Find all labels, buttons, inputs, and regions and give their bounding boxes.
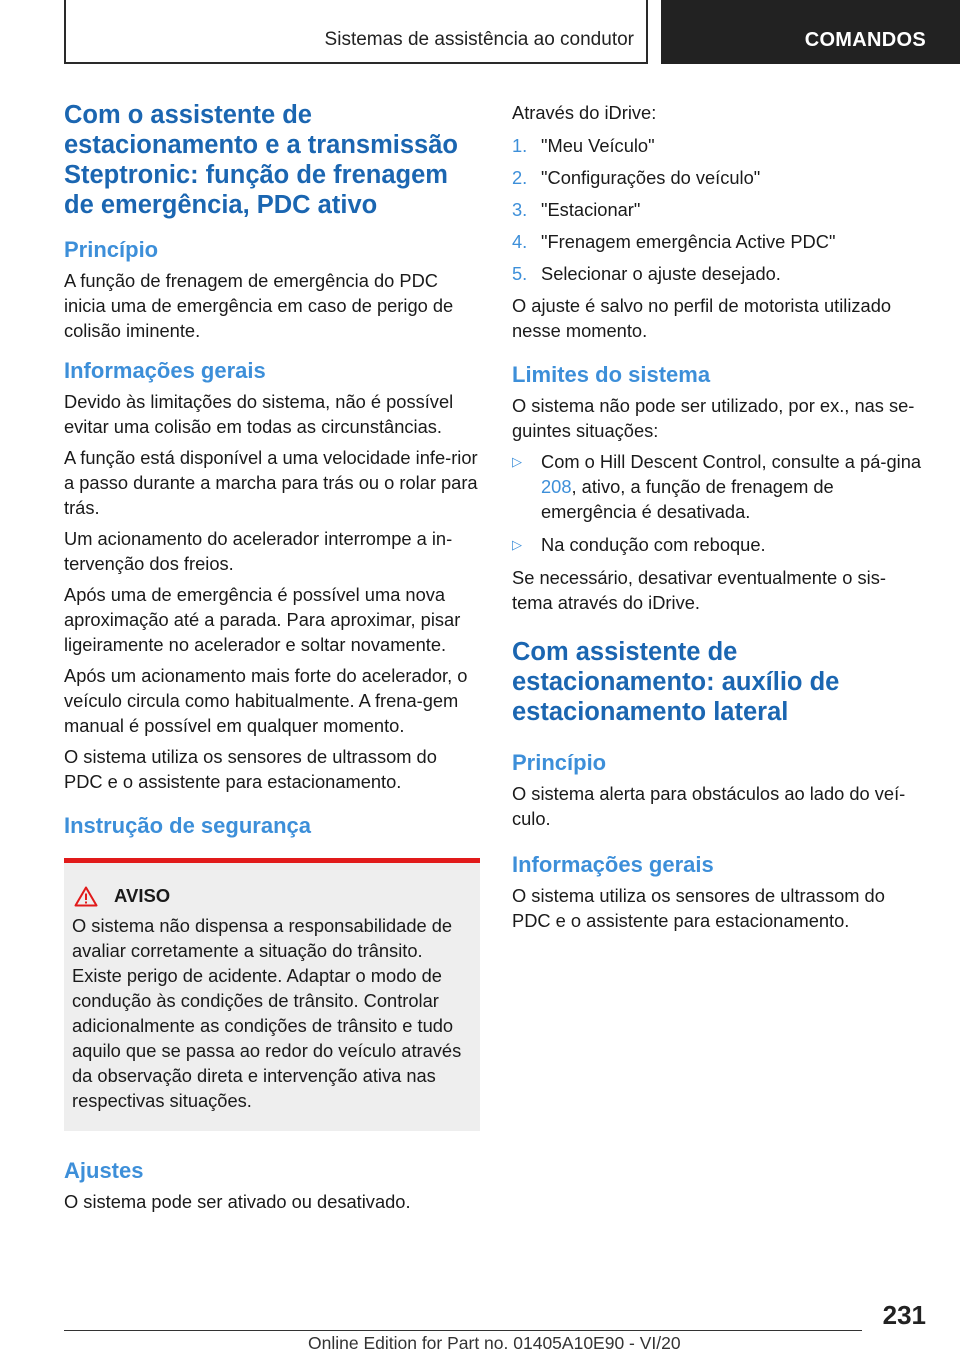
footer-edition: Online Edition for Part no. 01405A10E90 - VI/20 bbox=[308, 1333, 681, 1353]
general-paragraph: Após uma de emergência é possível uma nova aproximação até a parada. Para aproximar, pisar ligeiramente no acelerador e soltar novamente. bbox=[64, 584, 461, 655]
idrive-intro: Através do iDrive: bbox=[512, 102, 657, 123]
list-item bbox=[512, 449, 926, 524]
list-item bbox=[512, 165, 926, 190]
header-section-box bbox=[64, 0, 648, 64]
section-title-2: Com assistente de estacionamento: auxílio de estacionamento lateral bbox=[512, 638, 840, 726]
safety-heading: Instrução de segurança bbox=[64, 813, 311, 838]
page-reference-link[interactable]: 208 bbox=[541, 476, 572, 497]
limits-heading: Limites do sistema bbox=[512, 362, 711, 387]
section-title: Com o assistente de estacionamento e a transmissão Steptronic: função de frenagem de emergência, PDC ativo bbox=[64, 101, 458, 219]
warning-title: AVISO bbox=[114, 885, 171, 906]
principle-text: A função de frenagem de emergência do PDC inicia uma de emergência em caso de perigo de colisão iminente. bbox=[64, 270, 454, 341]
step-number: 5. bbox=[512, 263, 528, 284]
general-paragraph: O sistema utiliza os sensores de ultrassom do PDC e o assistente para estacionamento. bbox=[64, 746, 437, 792]
saved-text: O ajuste é salvo no perfil de motorista utilizado nesse momento. bbox=[512, 295, 892, 341]
general-paragraph: A função está disponível a uma velocidade infe-rior a passo durante a marcha para trás ou o rolar para trás. bbox=[64, 447, 478, 518]
step-text: "Frenagem emergência Active PDC" bbox=[541, 231, 836, 252]
limits-list bbox=[512, 449, 926, 557]
idrive-steps bbox=[512, 133, 926, 286]
list-item bbox=[512, 229, 926, 254]
list-item bbox=[512, 532, 926, 557]
right-column bbox=[512, 100, 926, 939]
warning-header bbox=[72, 885, 472, 907]
step-number: 1. bbox=[512, 135, 528, 156]
principle-heading-2: Princípio bbox=[512, 750, 607, 775]
general-paragraph: Devido às limitações do sistema, não é possível evitar uma colisão em todas as circunstâncias. bbox=[64, 391, 454, 437]
principle-heading: Princípio bbox=[64, 237, 159, 262]
list-item bbox=[512, 261, 926, 286]
list-item bbox=[512, 197, 926, 222]
page-number: 231 bbox=[882, 1300, 926, 1330]
bullet-triangle-icon: ▷ bbox=[512, 454, 522, 469]
general-paragraph: Um acionamento do acelerador interrompe a in-tervenção dos freios. bbox=[64, 528, 453, 574]
header-chapter-tab bbox=[661, 0, 960, 64]
step-text: "Estacionar" bbox=[541, 199, 641, 220]
general-info-heading: Informações gerais bbox=[64, 358, 266, 383]
deactivate-text: Se necessário, desativar eventualmente o sis-tema através do iDrive. bbox=[512, 567, 886, 613]
bullet-text: Com o Hill Descent Control, consulte a pá-gina 208, ativo, a função de frenagem de emergência é desativada. bbox=[541, 451, 922, 522]
header-chapter-label: COMANDOS bbox=[804, 29, 926, 51]
left-column bbox=[64, 100, 480, 1220]
bullet-triangle-icon: ▷ bbox=[512, 537, 522, 552]
step-text: Selecionar o ajuste desejado. bbox=[541, 263, 781, 284]
limits-text: O sistema não pode ser utilizado, por ex., nas se-guintes situações: bbox=[512, 395, 915, 441]
header-section-title: Sistemas de assistência ao condutor bbox=[324, 29, 634, 50]
step-number: 3. bbox=[512, 199, 528, 220]
general-text-2: O sistema utiliza os sensores de ultrassom do PDC e o assistente para estacionamento. bbox=[512, 885, 885, 931]
step-number: 2. bbox=[512, 167, 528, 188]
general-paragraph: Após um acionamento mais forte do acelerador, o veículo circula como habitualmente. A frena-gem manual é possível em qualquer momento. bbox=[64, 665, 468, 736]
step-text: "Meu Veículo" bbox=[541, 135, 655, 156]
warning-triangle-icon bbox=[74, 886, 98, 907]
settings-text: O sistema pode ser ativado ou desativado. bbox=[64, 1191, 411, 1212]
footer-divider bbox=[64, 1330, 862, 1331]
step-text: "Configurações do veículo" bbox=[541, 167, 761, 188]
warning-text: O sistema não dispensa a responsabilidade de avaliar corretamente a situação do trânsito. Existe perigo de acidente. Adaptar o modo de condução às condições de trânsito. Controlar adicionalmente as condições de trânsito e tudo aquilo que se passa ao redor do veículo através da observação direta e intervenção ativa nas respectivas situações. bbox=[72, 915, 462, 1111]
step-number: 4. bbox=[512, 231, 528, 252]
settings-heading: Ajustes bbox=[64, 1158, 144, 1183]
principle-text-2: O sistema alerta para obstáculos ao lado do veí-culo. bbox=[512, 783, 906, 829]
bullet-text: Na condução com reboque. bbox=[541, 534, 766, 555]
list-item bbox=[512, 133, 926, 158]
general-info-heading-2: Informações gerais bbox=[512, 852, 714, 877]
warning-box bbox=[64, 858, 480, 1131]
